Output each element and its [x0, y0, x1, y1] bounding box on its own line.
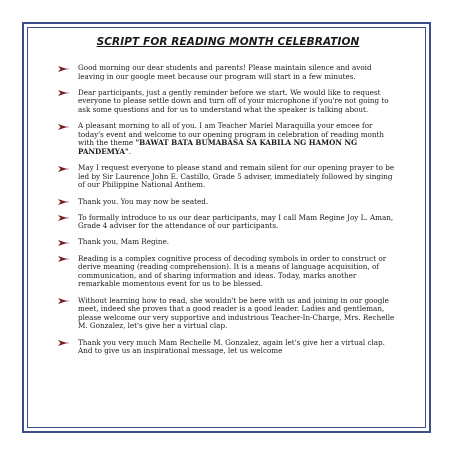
paragraph-text: Thank you very much Mam Rechelle M. Gonzalez, again let's give her a virtual clap. And to give us an inspirational message, let us welcome [78, 337, 385, 356]
script-paragraph-1 [58, 64, 398, 81]
script-paragraph-7 [58, 238, 398, 247]
arrow-bullet-icon [58, 239, 70, 247]
script-paragraph-2 [58, 89, 398, 115]
script-paragraph-8 [58, 255, 398, 289]
paragraph-text: Dear participants, just a gently reminder before we start. We would like to request everyone to please settle down and turn off of your microphone if you're not going to ask some questions and for us to understand what the speaker is talking about. [78, 87, 389, 114]
arrow-bullet-icon [58, 165, 70, 173]
reading-month-theme: "BAWAT BATA BUMABASA SA KABILA NG HAMON NG PANDEMYA" [78, 138, 358, 156]
paragraph-text: Good morning our dear students and parents! Please maintain silence and avoid leaving in our google meet because our program will start in a few minutes. [78, 63, 372, 81]
script-list [58, 64, 398, 356]
arrow-bullet-icon [58, 89, 70, 97]
paragraph-text-end: . [128, 146, 131, 156]
paragraph-text: Thank you, Mam Regine. [78, 237, 170, 247]
paragraph-text: May I request everyone to please stand and remain silent for our opening prayer to be led by Sir Laurence John E. Castillo, Grade 5 adviser, immediately followed by singing of our Philippine National Anthem. [78, 163, 395, 190]
paragraph-text: A pleasant morning to all of you. I am Teacher Mariel Maraquilla your emcee for today's event and welcome to our opening program in celebration of reading month with the theme [78, 121, 385, 148]
paragraph-text: Without learning how to read, she wouldn't be here with us and joining in our google meet, indeed she proves that a good reader is a good leader. Ladies and gentleman, please welcome our very supportive and industrious Teacher-In-Charge, Mrs. Rechelle M. Gonzalez, let's give her a virtual clap. [78, 295, 395, 331]
script-paragraph-5 [58, 198, 398, 207]
paragraph-text: Thank you. You may now be seated. [78, 196, 209, 206]
document-content [58, 36, 398, 363]
paragraph-text: To formally introduce to us our dear participants, may I call Mam Regine Joy L. Aman, Grade 4 adviser for the attendance of our participants. [78, 212, 394, 231]
script-paragraph-4 [58, 164, 398, 190]
arrow-bullet-icon [58, 123, 70, 131]
script-paragraph-9 [58, 297, 398, 331]
arrow-bullet-icon [58, 339, 70, 347]
paragraph-text: Reading is a complex cognitive process of decoding symbols in order to construct or derive meaning (reading comprehension). It is a means of language acquisition, of communication, and of sharing information and ideas. Today, marks another remarkable momentous event for us to be blessed. [78, 253, 387, 289]
arrow-bullet-icon [58, 297, 70, 305]
arrow-bullet-icon [58, 214, 70, 222]
arrow-bullet-icon [58, 65, 70, 73]
script-paragraph-3 [58, 122, 398, 156]
document-title: SCRIPT FOR READING MONTH CELEBRATION [96, 36, 360, 48]
arrow-bullet-icon [58, 255, 70, 263]
arrow-bullet-icon [58, 198, 70, 206]
script-paragraph-6 [58, 214, 398, 231]
script-paragraph-10 [58, 339, 398, 356]
